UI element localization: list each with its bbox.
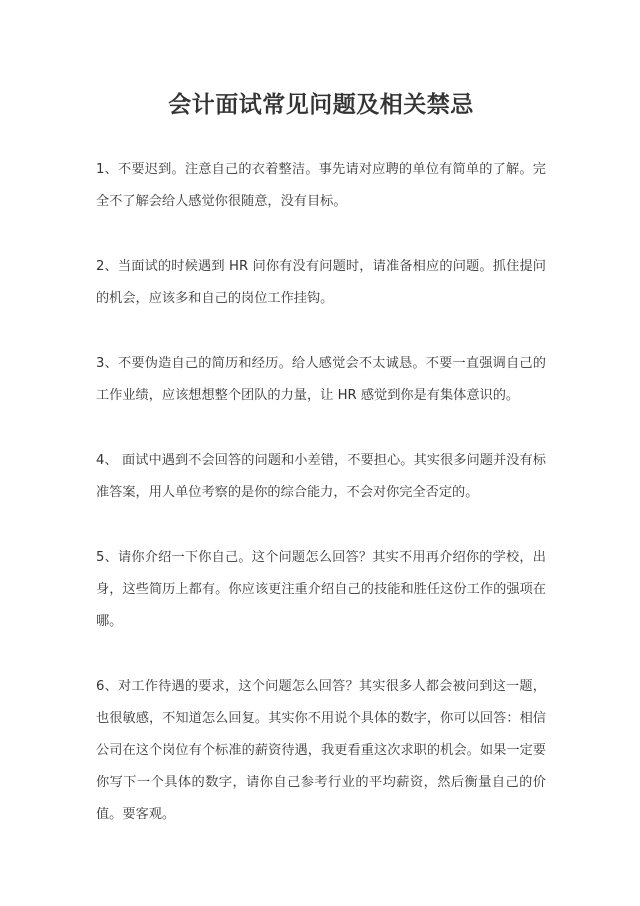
paragraph-4: 4、 面试中遇到不会回答的问题和小差错，不要担心。其实很多问题并没有标准答案，用人单位考察的是你的综合能力，不会对你完全否定的。 (96, 453, 546, 500)
paragraph-3: 3、不要伪造自己的简历和经历。给人感觉会不太诚恳。不要一直强调自己的工作业绩，应该想想整个团队的力量，让 HR 感觉到你是有集体意识的。 (96, 356, 546, 403)
paragraph-1: 1、不要迟到。注意自己的衣着整洁。事先请对应聘的单位有简单的了解。完全不了解会给人感觉你很随意，没有目标。 (96, 162, 546, 209)
paragraph-5: 5、请你介绍一下你自己。这个问题怎么回答？其实不用再介绍你的学校，出身，这些简历上都有。你应该更注重介绍自己的技能和胜任这份工作的强项在哪。 (96, 550, 546, 629)
paragraph-6: 6、对工作待遇的要求，这个问题怎么回答？其实很多人都会被问到这一题，也很敏感，不知道怎么回复。其实你不用说个具体的数字，你可以回答：相信公司在这个岗位有个标准的薪资待遇，我更看重这次求职的机会。如果一定要你写下一个具体的数字，请你自己参考行业的平均薪资，然后衡量自己的价值。要客观。 (96, 679, 546, 822)
document-body (96, 154, 546, 831)
page-title: 会计面试常见问题及相关禁忌 (168, 92, 474, 118)
paragraph-2: 2、当面试的时候遇到 HR 问你有没有问题时，请准备相应的问题。抓住提问的机会，应该多和自己的岗位工作挂钩。 (96, 259, 546, 306)
